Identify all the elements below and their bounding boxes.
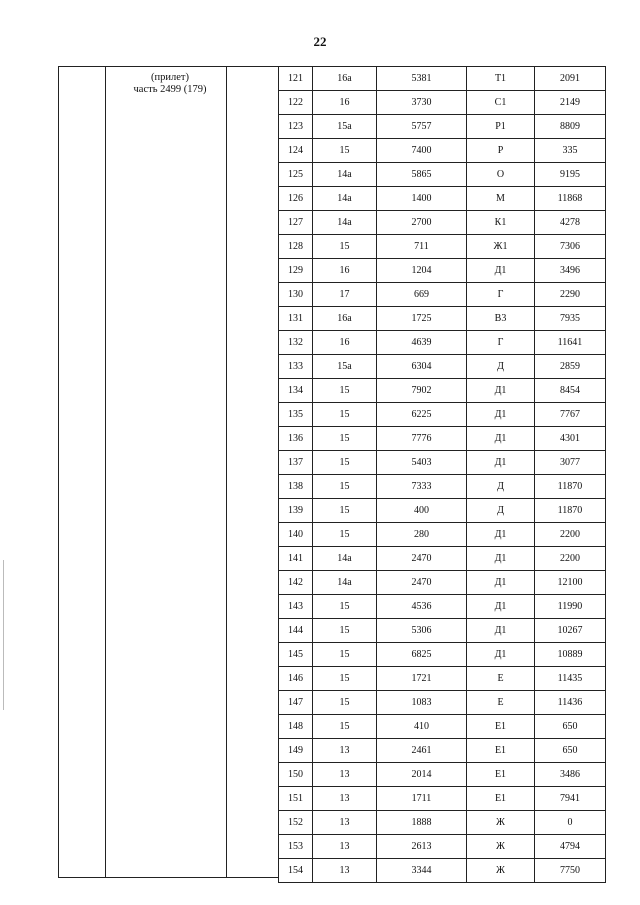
amount-cell: 10267 xyxy=(535,619,606,643)
section-cell: 15 xyxy=(313,667,377,691)
value-cell: 4639 xyxy=(377,331,467,355)
value-cell: 7400 xyxy=(377,139,467,163)
amount-cell: 11641 xyxy=(535,331,606,355)
table-row xyxy=(279,715,606,739)
row-number-cell: 122 xyxy=(279,91,313,115)
table-row xyxy=(279,67,606,91)
table-row xyxy=(279,451,606,475)
value-cell: 5865 xyxy=(377,163,467,187)
code-cell: Д1 xyxy=(467,403,535,427)
row-number-cell: 132 xyxy=(279,331,313,355)
column-divider xyxy=(226,67,227,877)
table-row xyxy=(279,595,606,619)
amount-cell: 10889 xyxy=(535,643,606,667)
row-number-cell: 121 xyxy=(279,67,313,91)
table-row xyxy=(279,523,606,547)
table-row xyxy=(279,115,606,139)
table-row xyxy=(279,835,606,859)
table-row xyxy=(279,787,606,811)
amount-cell: 3486 xyxy=(535,763,606,787)
section-cell: 15 xyxy=(313,619,377,643)
value-cell: 5403 xyxy=(377,451,467,475)
row-number-cell: 142 xyxy=(279,571,313,595)
code-cell: Д1 xyxy=(467,451,535,475)
row-number-cell: 134 xyxy=(279,379,313,403)
code-cell: Р1 xyxy=(467,115,535,139)
row-number-cell: 151 xyxy=(279,787,313,811)
section-cell: 15 xyxy=(313,451,377,475)
value-cell: 2470 xyxy=(377,571,467,595)
table-row xyxy=(279,379,606,403)
amount-cell: 12100 xyxy=(535,571,606,595)
amount-cell: 7306 xyxy=(535,235,606,259)
value-cell: 711 xyxy=(377,235,467,259)
amount-cell: 335 xyxy=(535,139,606,163)
section-cell: 13 xyxy=(313,787,377,811)
row-number-cell: 124 xyxy=(279,139,313,163)
code-cell: Д1 xyxy=(467,427,535,451)
section-cell: 14а xyxy=(313,187,377,211)
section-cell: 16 xyxy=(313,91,377,115)
row-number-cell: 148 xyxy=(279,715,313,739)
code-cell: С1 xyxy=(467,91,535,115)
amount-cell: 7941 xyxy=(535,787,606,811)
row-number-cell: 135 xyxy=(279,403,313,427)
section-cell: 16а xyxy=(313,307,377,331)
value-cell: 1711 xyxy=(377,787,467,811)
table-row xyxy=(279,739,606,763)
section-cell: 14а xyxy=(313,571,377,595)
table-row xyxy=(279,259,606,283)
section-cell: 15а xyxy=(313,115,377,139)
amount-cell: 2290 xyxy=(535,283,606,307)
note-line-1: (прилет) xyxy=(151,72,189,83)
section-cell: 16а xyxy=(313,67,377,91)
value-cell: 7902 xyxy=(377,379,467,403)
row-number-cell: 128 xyxy=(279,235,313,259)
table-row xyxy=(279,811,606,835)
code-cell: Д1 xyxy=(467,571,535,595)
value-cell: 6304 xyxy=(377,355,467,379)
amount-cell: 2200 xyxy=(535,523,606,547)
amount-cell: 3496 xyxy=(535,259,606,283)
code-cell: Е1 xyxy=(467,787,535,811)
value-cell: 2461 xyxy=(377,739,467,763)
amount-cell: 2091 xyxy=(535,67,606,91)
table-row xyxy=(279,307,606,331)
row-number-cell: 136 xyxy=(279,427,313,451)
value-cell: 2470 xyxy=(377,547,467,571)
section-cell: 15 xyxy=(313,691,377,715)
value-cell: 1400 xyxy=(377,187,467,211)
table-row xyxy=(279,211,606,235)
value-cell: 2700 xyxy=(377,211,467,235)
table-row xyxy=(279,139,606,163)
section-cell: 15 xyxy=(313,403,377,427)
value-cell: 7333 xyxy=(377,475,467,499)
section-cell: 13 xyxy=(313,739,377,763)
code-cell: Д1 xyxy=(467,259,535,283)
code-cell: Ж1 xyxy=(467,235,535,259)
amount-cell: 7935 xyxy=(535,307,606,331)
amount-cell: 650 xyxy=(535,739,606,763)
section-cell: 16 xyxy=(313,331,377,355)
value-cell: 1888 xyxy=(377,811,467,835)
table-row xyxy=(279,667,606,691)
table-row xyxy=(279,355,606,379)
section-cell: 15 xyxy=(313,643,377,667)
row-number-cell: 143 xyxy=(279,595,313,619)
row-number-cell: 129 xyxy=(279,259,313,283)
row-number-cell: 137 xyxy=(279,451,313,475)
table-row xyxy=(279,91,606,115)
code-cell: М xyxy=(467,187,535,211)
amount-cell: 11990 xyxy=(535,595,606,619)
table-body xyxy=(279,67,606,883)
value-cell: 400 xyxy=(377,499,467,523)
amount-cell: 650 xyxy=(535,715,606,739)
code-cell: Д1 xyxy=(467,619,535,643)
amount-cell: 11435 xyxy=(535,667,606,691)
code-cell: Д1 xyxy=(467,643,535,667)
row-number-cell: 144 xyxy=(279,619,313,643)
section-cell: 15 xyxy=(313,595,377,619)
row-number-cell: 146 xyxy=(279,667,313,691)
row-number-cell: 131 xyxy=(279,307,313,331)
section-cell: 15 xyxy=(313,475,377,499)
table-row xyxy=(279,403,606,427)
table-row xyxy=(279,331,606,355)
table-row xyxy=(279,619,606,643)
location-note xyxy=(111,72,229,96)
section-cell: 14а xyxy=(313,163,377,187)
table-row xyxy=(279,427,606,451)
note-line-2: часть 2499 (179) xyxy=(133,84,207,95)
section-cell: 15 xyxy=(313,715,377,739)
section-cell: 15 xyxy=(313,523,377,547)
code-cell: К1 xyxy=(467,211,535,235)
code-cell: Р xyxy=(467,139,535,163)
table-row xyxy=(279,475,606,499)
amount-cell: 7750 xyxy=(535,859,606,883)
row-number-cell: 138 xyxy=(279,475,313,499)
table-row xyxy=(279,643,606,667)
section-cell: 14а xyxy=(313,211,377,235)
row-number-cell: 149 xyxy=(279,739,313,763)
section-cell: 15 xyxy=(313,499,377,523)
amount-cell: 4794 xyxy=(535,835,606,859)
row-number-cell: 152 xyxy=(279,811,313,835)
table-row xyxy=(279,187,606,211)
value-cell: 5381 xyxy=(377,67,467,91)
value-cell: 1721 xyxy=(377,667,467,691)
code-cell: Е xyxy=(467,667,535,691)
section-cell: 15а xyxy=(313,355,377,379)
value-cell: 2014 xyxy=(377,763,467,787)
row-number-cell: 133 xyxy=(279,355,313,379)
table-row xyxy=(279,859,606,883)
code-cell: О xyxy=(467,163,535,187)
row-number-cell: 153 xyxy=(279,835,313,859)
code-cell: Г xyxy=(467,283,535,307)
code-cell: В3 xyxy=(467,307,535,331)
row-number-cell: 140 xyxy=(279,523,313,547)
section-cell: 15 xyxy=(313,235,377,259)
amount-cell: 11868 xyxy=(535,187,606,211)
row-number-cell: 154 xyxy=(279,859,313,883)
amount-cell: 2200 xyxy=(535,547,606,571)
row-number-cell: 141 xyxy=(279,547,313,571)
amount-cell: 2149 xyxy=(535,91,606,115)
value-cell: 5306 xyxy=(377,619,467,643)
code-cell: Ж xyxy=(467,811,535,835)
value-cell: 280 xyxy=(377,523,467,547)
row-number-cell: 150 xyxy=(279,763,313,787)
row-number-cell: 130 xyxy=(279,283,313,307)
code-cell: Г xyxy=(467,331,535,355)
data-table xyxy=(278,66,606,883)
table-row xyxy=(279,571,606,595)
amount-cell: 8809 xyxy=(535,115,606,139)
table-row xyxy=(279,283,606,307)
section-cell: 13 xyxy=(313,835,377,859)
code-cell: Д xyxy=(467,475,535,499)
table-row xyxy=(279,763,606,787)
section-cell: 15 xyxy=(313,379,377,403)
code-cell: Д xyxy=(467,355,535,379)
code-cell: Д1 xyxy=(467,379,535,403)
value-cell: 3344 xyxy=(377,859,467,883)
amount-cell: 4278 xyxy=(535,211,606,235)
section-cell: 14а xyxy=(313,547,377,571)
code-cell: Д1 xyxy=(467,595,535,619)
value-cell: 5757 xyxy=(377,115,467,139)
merged-left-columns xyxy=(58,66,278,878)
code-cell: Д1 xyxy=(467,547,535,571)
value-cell: 1083 xyxy=(377,691,467,715)
row-number-cell: 123 xyxy=(279,115,313,139)
row-number-cell: 147 xyxy=(279,691,313,715)
value-cell: 6225 xyxy=(377,403,467,427)
column-divider xyxy=(105,67,106,877)
value-cell: 1725 xyxy=(377,307,467,331)
row-number-cell: 125 xyxy=(279,163,313,187)
section-cell: 13 xyxy=(313,859,377,883)
code-cell: Е1 xyxy=(467,763,535,787)
code-cell: Е1 xyxy=(467,715,535,739)
code-cell: Д xyxy=(467,499,535,523)
amount-cell: 8454 xyxy=(535,379,606,403)
value-cell: 3730 xyxy=(377,91,467,115)
amount-cell: 7767 xyxy=(535,403,606,427)
value-cell: 2613 xyxy=(377,835,467,859)
table-row xyxy=(279,163,606,187)
code-cell: Т1 xyxy=(467,67,535,91)
amount-cell: 4301 xyxy=(535,427,606,451)
row-number-cell: 126 xyxy=(279,187,313,211)
amount-cell: 11870 xyxy=(535,475,606,499)
scan-edge-mark xyxy=(3,560,4,710)
value-cell: 7776 xyxy=(377,427,467,451)
table-row xyxy=(279,499,606,523)
section-cell: 17 xyxy=(313,283,377,307)
section-cell: 16 xyxy=(313,259,377,283)
amount-cell: 11870 xyxy=(535,499,606,523)
row-number-cell: 145 xyxy=(279,643,313,667)
section-cell: 15 xyxy=(313,427,377,451)
section-cell: 13 xyxy=(313,763,377,787)
page-number: 22 xyxy=(313,34,327,49)
amount-cell: 2859 xyxy=(535,355,606,379)
table-row xyxy=(279,547,606,571)
code-cell: Д1 xyxy=(467,523,535,547)
table-row xyxy=(279,691,606,715)
row-number-cell: 127 xyxy=(279,211,313,235)
value-cell: 6825 xyxy=(377,643,467,667)
code-cell: Ж xyxy=(467,859,535,883)
code-cell: Е1 xyxy=(467,739,535,763)
amount-cell: 9195 xyxy=(535,163,606,187)
value-cell: 669 xyxy=(377,283,467,307)
amount-cell: 3077 xyxy=(535,451,606,475)
table-row xyxy=(279,235,606,259)
section-cell: 13 xyxy=(313,811,377,835)
row-number-cell: 139 xyxy=(279,499,313,523)
amount-cell: 0 xyxy=(535,811,606,835)
code-cell: Е xyxy=(467,691,535,715)
value-cell: 410 xyxy=(377,715,467,739)
value-cell: 4536 xyxy=(377,595,467,619)
amount-cell: 11436 xyxy=(535,691,606,715)
value-cell: 1204 xyxy=(377,259,467,283)
code-cell: Ж xyxy=(467,835,535,859)
section-cell: 15 xyxy=(313,139,377,163)
